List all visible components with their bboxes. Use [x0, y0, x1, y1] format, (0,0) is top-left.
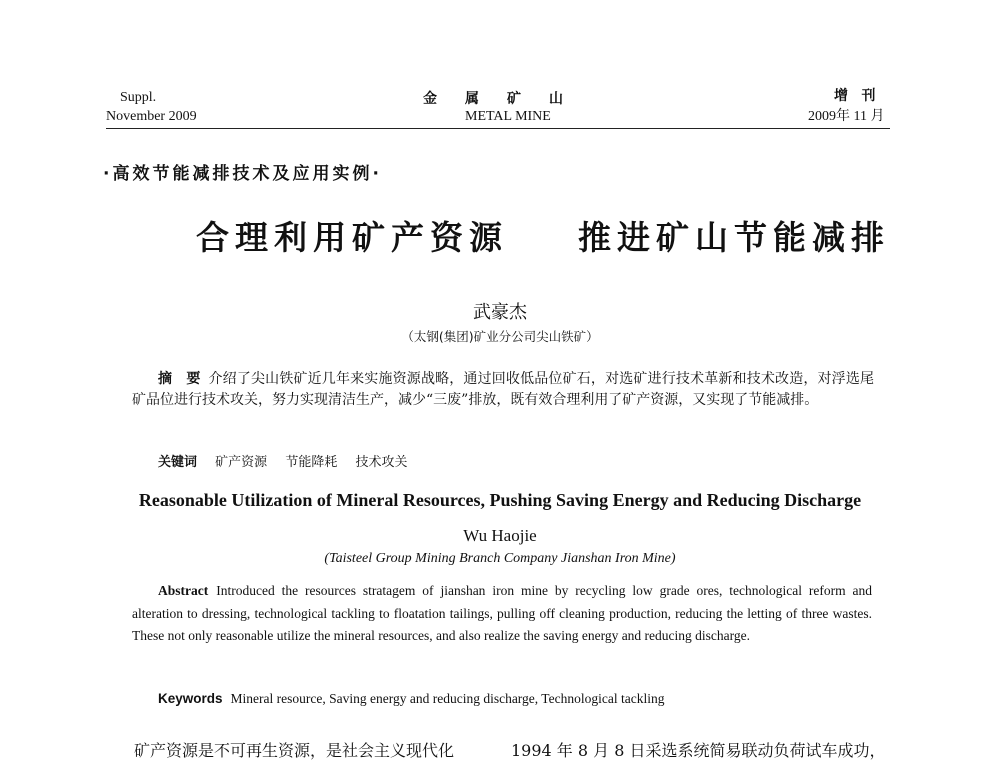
- body-right-column: 1994 年 8 月 8 日采选系统简易联动负荷试车成功，: [511, 741, 886, 760]
- issue-date-en: November 2009: [106, 109, 197, 124]
- abstract-en-label: Abstract: [158, 583, 209, 598]
- journal-name-en: METAL MINE: [465, 109, 551, 124]
- keywords-cn: [158, 451, 421, 470]
- header-rule: [106, 128, 890, 129]
- body-left-column: 矿产资源是不可再生资源，是社会主义现代化: [134, 741, 455, 760]
- title-en: Reasonable Utilization of Mineral Resources, Pushing Saving Energy and Reducing Discharge: [138, 490, 862, 510]
- abstract-cn: [132, 369, 874, 411]
- keyword-cn-item: 节能降耗: [285, 455, 338, 470]
- issue-date-cn: 2009年 11 月: [808, 109, 885, 124]
- keywords-cn-label: 关键词: [158, 455, 198, 470]
- page-title: 合理利用矿产资源 推进矿山节能减排: [196, 218, 890, 257]
- keyword-cn-item: 技术攻关: [355, 455, 408, 470]
- abstract-cn-label: 摘 要: [158, 371, 201, 387]
- affiliation-en: (Taisteel Group Mining Branch Company Jianshan Iron Mine): [324, 551, 676, 566]
- keyword-cn-item: 矿产资源: [215, 455, 268, 470]
- keywords-en-text: Mineral resource, Saving energy and reducing discharge, Technological tackling: [230, 691, 665, 706]
- journal-supplement-label: Suppl.: [120, 90, 157, 105]
- journal-name-cn: 金属矿山: [423, 91, 591, 107]
- supplement-label-cn: 增 刊: [834, 89, 876, 104]
- abstract-en: [132, 580, 872, 648]
- keywords-en-label: Keywords: [158, 691, 223, 706]
- keywords-en: [158, 688, 664, 711]
- affiliation-cn: （太钢(集团)矿业分公司尖山铁矿）: [401, 329, 599, 344]
- column-heading: ·高效节能减排技术及应用实例·: [103, 164, 382, 184]
- author-name-en: Wu Haojie: [463, 526, 537, 545]
- abstract-en-text: Introduced the resources stratagem of jianshan iron mine by recycling low grade ores, technological reform and alteration to dressing, technological tackling to floatation tailings, pulling off cleaning production, reducing the letting of three wastes. These not only reasonable utilize the mineral resources, and also realize the saving energy and reducing discharge.: [132, 583, 872, 643]
- abstract-cn-text: 介绍了尖山铁矿近几年来实施资源战略，通过回收低品位矿石，对选矿进行技术革新和技术改造，对浮选尾矿品位进行技术攻关，努力实现清洁生产，减少“三废”排放，既有效合理利用了矿产资源，又实现了节能减排。: [132, 371, 875, 408]
- author-name-cn: 武豪杰: [473, 302, 527, 323]
